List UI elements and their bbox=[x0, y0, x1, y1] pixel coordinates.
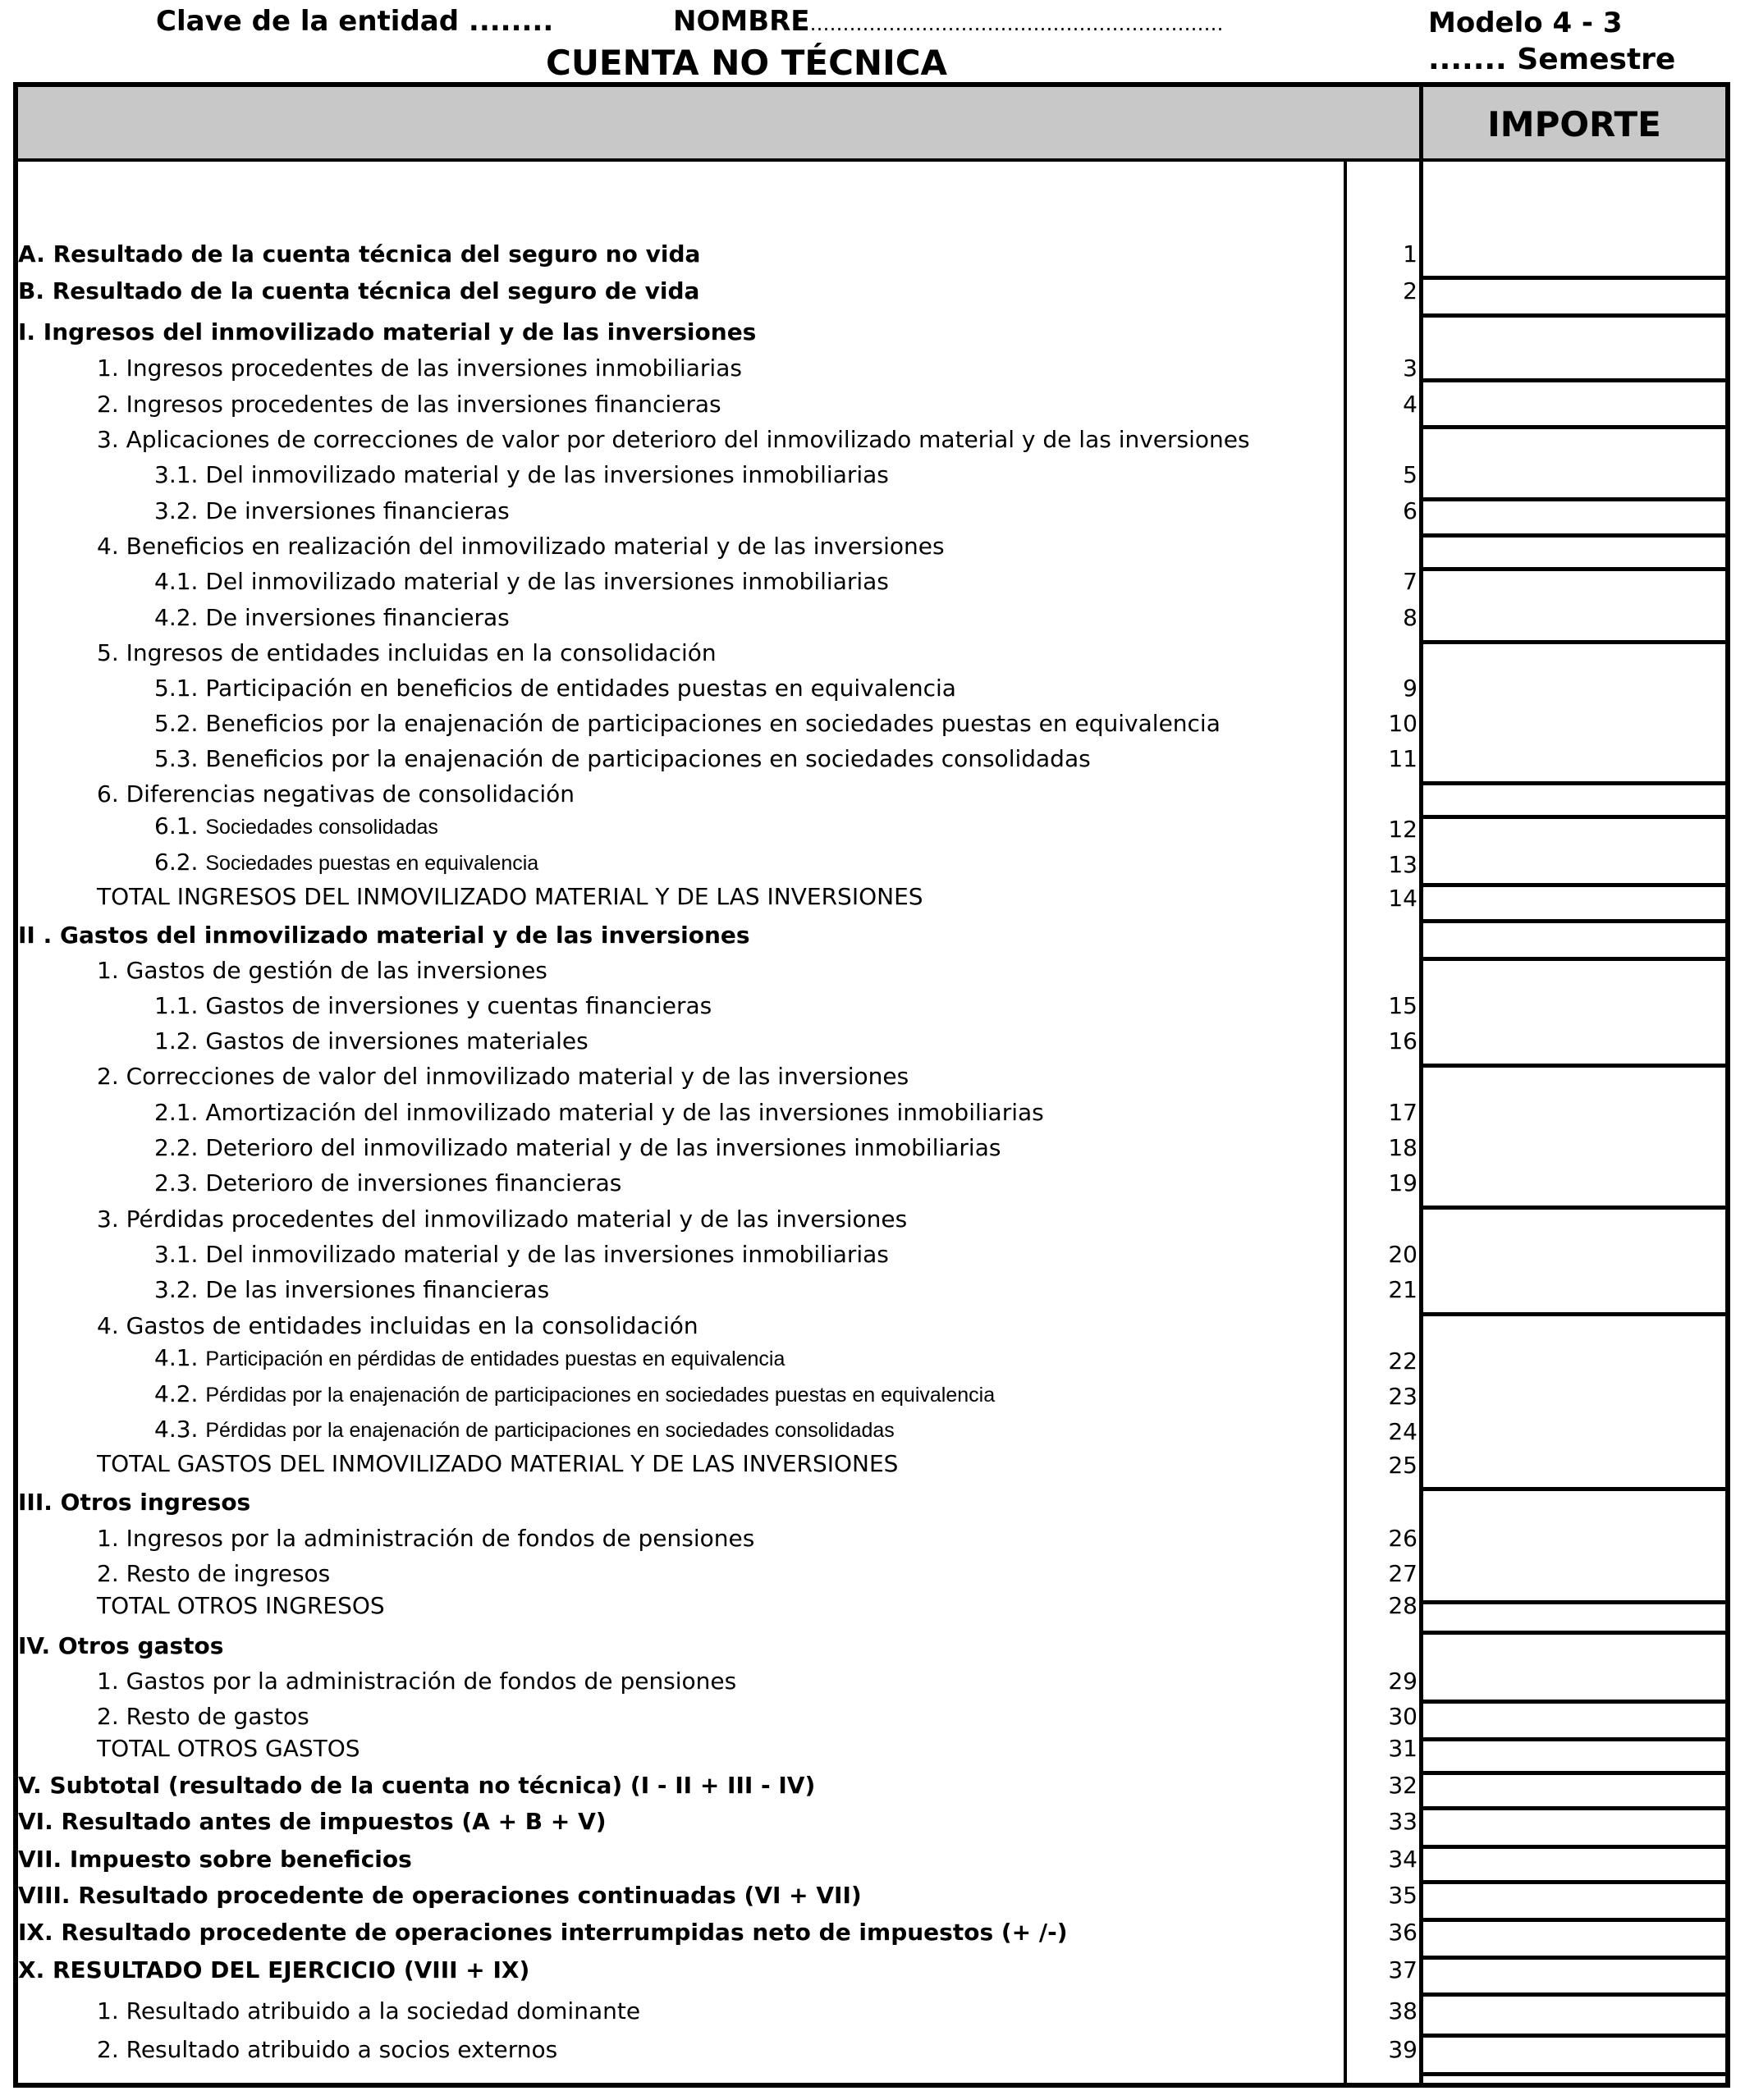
row-label: 2.1. Amortización del inmovilizado material y de las inversiones inmobiliarias bbox=[154, 1099, 1044, 1126]
amount-input[interactable] bbox=[1423, 1557, 1725, 1593]
row-label-text: Pérdidas por la enajenación de participaciones en sociedades consolidadas bbox=[205, 1419, 895, 1442]
amount-rule bbox=[1423, 1600, 1725, 1604]
row-number: 32 bbox=[1388, 1772, 1418, 1799]
row-label: X. RESULTADO DEL EJERCICIO (VIII + IX) bbox=[18, 1956, 530, 1983]
row-label: 5.1. Participación en beneficios de entidades puestas en equivalencia bbox=[154, 675, 956, 702]
row-label: B. Resultado de la cuenta técnica del seguro de vida bbox=[18, 277, 700, 304]
row-label-prefix: 4.1. bbox=[154, 1344, 206, 1371]
row-number: 20 bbox=[1388, 1241, 1418, 1268]
row-label: 5. Ingresos de entidades incluidas en la consolidación bbox=[97, 639, 717, 666]
row-label: TOTAL OTROS INGRESOS bbox=[97, 1592, 385, 1619]
amount-rule bbox=[1423, 1880, 1725, 1884]
row-label: 3.2. De las inversiones financieras bbox=[154, 1276, 550, 1303]
row-label: TOTAL OTROS GASTOS bbox=[97, 1735, 360, 1762]
amount-rule bbox=[1423, 2072, 1725, 2076]
amount-input[interactable] bbox=[1423, 1664, 1725, 1700]
amount-input[interactable] bbox=[1423, 707, 1725, 743]
amount-rule bbox=[1423, 1631, 1725, 1635]
row-label-text: Sociedades puestas en equivalencia bbox=[205, 852, 539, 875]
amount-input[interactable] bbox=[1423, 1521, 1725, 1558]
row-label: V. Subtotal (resultado de la cuenta no técnica) (I - II + III - IV) bbox=[18, 1772, 816, 1799]
row-label: 1. Gastos de gestión de las inversiones bbox=[97, 957, 547, 984]
row-label: 6. Diferencias negativas de consolidación bbox=[97, 780, 575, 808]
row-label bbox=[154, 1380, 995, 1407]
row-number: 7 bbox=[1403, 568, 1418, 595]
row-label: 2. Resto de ingresos bbox=[97, 1560, 331, 1587]
row-number: 39 bbox=[1388, 2036, 1418, 2063]
row-label bbox=[154, 1416, 895, 1443]
row-label-text: Pérdidas por la enajenación de participaciones en sociedades puestas en equivalencia bbox=[205, 1384, 996, 1407]
row-label: 1. Resultado atribuido a la sociedad dominante bbox=[97, 1997, 641, 2025]
amount-input[interactable] bbox=[1423, 1273, 1725, 1309]
row-label: 1.2. Gastos de inversiones materiales bbox=[154, 1027, 589, 1055]
row-label bbox=[154, 1344, 785, 1371]
row-number: 6 bbox=[1403, 497, 1418, 524]
amount-rule bbox=[1423, 497, 1725, 501]
row-label-prefix: 4.3. bbox=[154, 1416, 206, 1443]
row-label: 2. Resultado atribuido a socios externos bbox=[97, 2036, 558, 2063]
row-number: 17 bbox=[1388, 1099, 1418, 1126]
amount-rule bbox=[1423, 1064, 1725, 1068]
amount-input[interactable] bbox=[1423, 671, 1725, 707]
amount-input[interactable] bbox=[1423, 1700, 1725, 1736]
row-label: IV. Otros gastos bbox=[18, 1632, 224, 1659]
row-label: 2. Correcciones de valor del inmovilizado material y de las inversiones bbox=[97, 1063, 909, 1090]
amount-rule bbox=[1423, 1992, 1725, 1997]
row-label-prefix: 6.1. bbox=[154, 812, 206, 840]
row-number: 37 bbox=[1388, 1956, 1418, 1983]
row-number: 12 bbox=[1388, 816, 1418, 843]
amount-rule bbox=[1423, 1806, 1725, 1810]
row-label: 2. Resto de gastos bbox=[97, 1703, 309, 1730]
amount-input[interactable] bbox=[1423, 1096, 1725, 1132]
row-number: 4 bbox=[1403, 391, 1418, 418]
amount-rule bbox=[1423, 1487, 1725, 1491]
row-label: 1.1. Gastos de inversiones y cuentas financieras bbox=[154, 992, 712, 1019]
model-label: Modelo 4 - 3 bbox=[1428, 7, 1623, 39]
row-label: 2. Ingresos procedentes de las inversiones financieras bbox=[97, 391, 721, 418]
amount-rule bbox=[1423, 1918, 1725, 1922]
amount-input[interactable] bbox=[1423, 1994, 1725, 2030]
amount-rule bbox=[1423, 2034, 1725, 2038]
row-label: III. Otros ingresos bbox=[18, 1489, 251, 1516]
nombre-dots: ……………………………………………………… bbox=[809, 12, 1224, 35]
amount-rule bbox=[1423, 1956, 1725, 1960]
row-label-text: Participación en pérdidas de entidades puestas en equivalencia bbox=[205, 1347, 785, 1370]
row-number: 28 bbox=[1388, 1592, 1418, 1619]
row-number: 24 bbox=[1388, 1418, 1418, 1445]
row-number: 15 bbox=[1388, 992, 1418, 1019]
amount-rule bbox=[1423, 957, 1725, 961]
row-number: 27 bbox=[1388, 1560, 1418, 1587]
row-number: 33 bbox=[1388, 1808, 1418, 1835]
amount-input[interactable] bbox=[1423, 742, 1725, 778]
amount-input[interactable] bbox=[1423, 1415, 1725, 1451]
row-number: 29 bbox=[1388, 1668, 1418, 1695]
row-label: 1. Ingresos procedentes de las inversiones inmobiliarias bbox=[97, 355, 742, 382]
entity-code-label: Clave de la entidad ........ bbox=[156, 5, 554, 38]
amount-rule bbox=[1423, 883, 1725, 887]
row-number: 1 bbox=[1403, 240, 1418, 268]
amount-rule bbox=[1423, 1312, 1725, 1316]
row-label: 1. Gastos por la administración de fondos de pensiones bbox=[97, 1668, 737, 1695]
row-label: A. Resultado de la cuenta técnica del seguro no vida bbox=[18, 240, 701, 268]
row-label: 3.2. De inversiones financieras bbox=[154, 497, 510, 524]
row-number: 23 bbox=[1388, 1383, 1418, 1410]
row-label: 4. Beneficios en realización del inmovilizado material y de las inversiones bbox=[97, 533, 945, 560]
amount-input[interactable] bbox=[1423, 1131, 1725, 1167]
row-label: 1. Ingresos por la administración de fondos de pensiones bbox=[97, 1525, 755, 1552]
row-label bbox=[154, 812, 438, 840]
row-label: IX. Resultado procedente de operaciones interrumpidas neto de impuestos (+ /-) bbox=[18, 1919, 1068, 1946]
amount-rule bbox=[1423, 276, 1725, 280]
row-label: 5.3. Beneficios por la enajenación de participaciones en sociedades consolidadas bbox=[154, 745, 1091, 772]
amount-input[interactable] bbox=[1423, 989, 1725, 1025]
amount-input[interactable] bbox=[1423, 601, 1725, 637]
amount-input[interactable] bbox=[1423, 2033, 1725, 2069]
row-label: VIII. Resultado procedente de operaciones continuadas (VI + VII) bbox=[18, 1882, 862, 1909]
amount-input[interactable] bbox=[1423, 1166, 1725, 1202]
amount-input[interactable] bbox=[1423, 1379, 1725, 1416]
row-label: 3.1. Del inmovilizado material y de las inversiones inmobiliarias bbox=[154, 1241, 889, 1268]
page-title: CUENTA NO TÉCNICA bbox=[546, 43, 948, 83]
row-number: 18 bbox=[1388, 1134, 1418, 1161]
amount-rule bbox=[1423, 1737, 1725, 1741]
amount-input[interactable] bbox=[1423, 237, 1725, 273]
amount-input[interactable] bbox=[1423, 1589, 1725, 1625]
row-number: 35 bbox=[1388, 1882, 1418, 1909]
row-number: 13 bbox=[1388, 851, 1418, 878]
row-label: 3. Aplicaciones de correcciones de valor por deterioro del inmovilizado material y de las inversiones bbox=[97, 426, 1250, 453]
row-label bbox=[154, 849, 538, 876]
amount-rule bbox=[1423, 815, 1725, 819]
row-number: 30 bbox=[1388, 1703, 1418, 1730]
row-number: 8 bbox=[1403, 604, 1418, 631]
row-label: 4. Gastos de entidades incluidas en la consolidación bbox=[97, 1312, 698, 1339]
row-number: 36 bbox=[1388, 1919, 1418, 1946]
amount-input[interactable] bbox=[1423, 1024, 1725, 1060]
row-label-text: Sociedades consolidadas bbox=[205, 816, 438, 839]
amount-rule bbox=[1423, 313, 1725, 318]
row-label: 3. Pérdidas procedentes del inmovilizado material y de las inversiones bbox=[97, 1206, 908, 1233]
amount-input[interactable] bbox=[1423, 1344, 1725, 1380]
row-label: VI. Resultado antes de impuestos (A + B + V) bbox=[18, 1808, 607, 1835]
row-number: 26 bbox=[1388, 1525, 1418, 1552]
row-number: 34 bbox=[1388, 1846, 1418, 1873]
row-label: 3.1. Del inmovilizado material y de las inversiones inmobiliarias bbox=[154, 461, 889, 488]
row-label: TOTAL INGRESOS DEL INMOVILIZADO MATERIAL Y DE LAS INVERSIONES bbox=[97, 883, 923, 910]
row-number: 31 bbox=[1388, 1735, 1418, 1762]
amount-input[interactable] bbox=[1423, 387, 1725, 423]
amount-rule bbox=[1423, 1700, 1725, 1704]
amount-column-header: IMPORTE bbox=[1487, 104, 1661, 144]
row-number: 11 bbox=[1388, 745, 1418, 772]
amount-rule bbox=[1423, 1845, 1725, 1849]
row-number: 25 bbox=[1388, 1452, 1418, 1479]
row-label: 2.2. Deterioro del inmovilizado material y de las inversiones inmobiliarias bbox=[154, 1134, 1001, 1161]
amount-rule bbox=[1423, 1771, 1725, 1775]
amount-input[interactable] bbox=[1423, 458, 1725, 494]
semester-label: ....... Semestre bbox=[1428, 43, 1676, 76]
row-number: 21 bbox=[1388, 1276, 1418, 1303]
amount-rule bbox=[1423, 425, 1725, 429]
row-label: II . Gastos del inmovilizado material y de las inversiones bbox=[18, 922, 750, 949]
amount-rule bbox=[1423, 533, 1725, 538]
row-label: 4.1. Del inmovilizado material y de las inversiones inmobiliarias bbox=[154, 568, 889, 595]
row-number: 14 bbox=[1388, 885, 1418, 912]
amount-rule bbox=[1423, 378, 1725, 382]
row-label: 4.2. De inversiones financieras bbox=[154, 604, 510, 631]
row-label-prefix: 4.2. bbox=[154, 1380, 206, 1407]
amount-rule bbox=[1423, 1206, 1725, 1210]
amount-rule bbox=[1423, 567, 1725, 571]
row-number: 3 bbox=[1403, 355, 1418, 382]
row-label: 2.3. Deterioro de inversiones financieras bbox=[154, 1169, 622, 1196]
row-label: I. Ingresos del inmovilizado material y de las inversiones bbox=[18, 318, 757, 345]
row-label: 5.2. Beneficios por la enajenación de participaciones en sociedades puestas en equivalencia bbox=[154, 710, 1221, 737]
row-number: 16 bbox=[1388, 1027, 1418, 1055]
amount-input[interactable] bbox=[1423, 1448, 1725, 1485]
amount-rule bbox=[1423, 781, 1725, 785]
row-number: 22 bbox=[1388, 1347, 1418, 1375]
amount-input[interactable] bbox=[1423, 848, 1725, 884]
amount-input[interactable] bbox=[1423, 1238, 1725, 1274]
row-number: 19 bbox=[1388, 1169, 1418, 1196]
row-number: 2 bbox=[1403, 277, 1418, 304]
nombre-label: NOMBRE bbox=[673, 5, 810, 38]
amount-rule bbox=[1423, 640, 1725, 644]
amount-rule bbox=[1423, 919, 1725, 923]
row-number: 9 bbox=[1403, 675, 1418, 702]
row-label: VII. Impuesto sobre beneficios bbox=[18, 1846, 412, 1873]
row-label: TOTAL GASTOS DEL INMOVILIZADO MATERIAL Y DE LAS INVERSIONES bbox=[97, 1450, 899, 1477]
row-number: 38 bbox=[1388, 1997, 1418, 2025]
row-number: 5 bbox=[1403, 461, 1418, 488]
row-number: 10 bbox=[1388, 710, 1418, 737]
row-label-prefix: 6.2. bbox=[154, 849, 206, 876]
